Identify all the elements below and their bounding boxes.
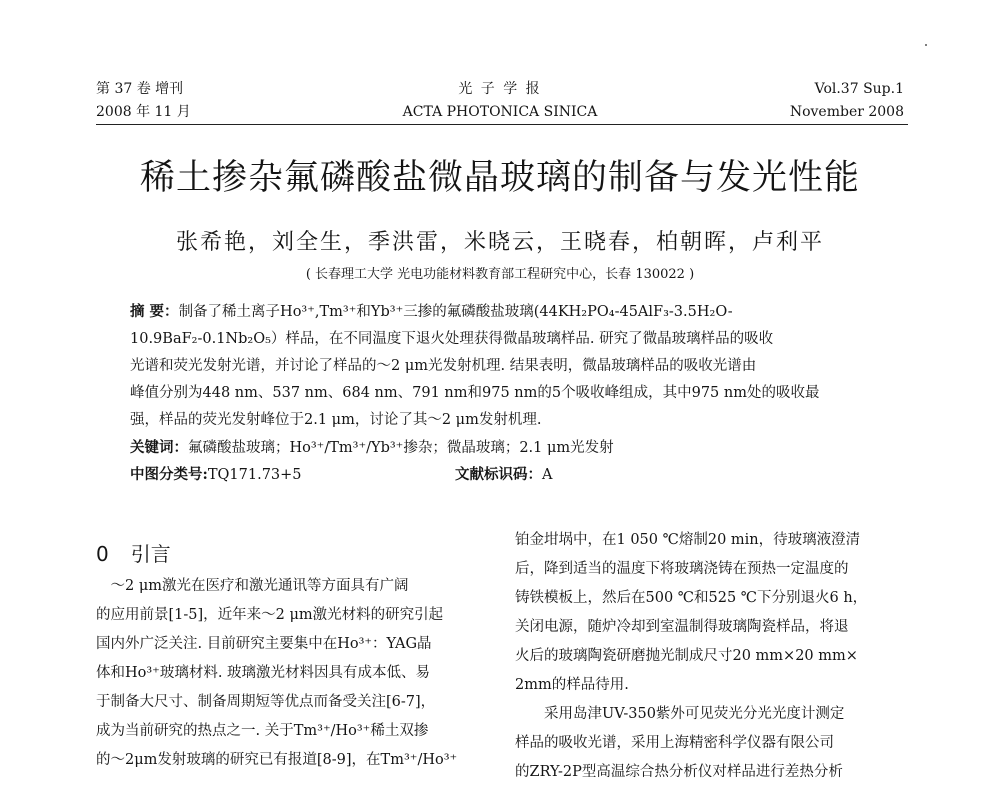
volume-en: Vol.37 Sup.1 (814, 81, 904, 97)
document-code-value: A (542, 467, 553, 483)
abstract-line: 光谱和荧光发射光谱，并讨论了样品的～2 μm光发射机理. 结果表明，微晶玻璃样品的吸收光谱由 (130, 358, 757, 374)
author-list: 张希艳，刘全生，季洪雷，米晓云，王晓春，柏朝晖，卢利平 (175, 230, 824, 255)
body-line: 于制备大尺寸、制备周期短等优点而备受关注[6-7]， (96, 694, 436, 710)
body-line: 国内外广泛关注. 目前研究主要集中在Ho³⁺：YAG晶 (96, 636, 432, 652)
keywords-line (130, 438, 614, 458)
body-line: 成为当前研究的热点之一. 关于Tm³⁺/Ho³⁺稀土双掺 (96, 723, 429, 739)
document-code-label: 文献标识码： (455, 466, 542, 483)
section-title: 引言 (130, 542, 171, 566)
keywords-text: 氟磷酸盐玻璃；Ho³⁺/Tm³⁺/Yb³⁺掺杂；微晶玻璃；2.1 μm光发射 (188, 440, 614, 456)
abstract-line: 强，样品的荧光发射峰位于2.1 μm，讨论了其～2 μm发射机理. (130, 412, 542, 428)
body-line: 的应用前景[1-5]，近年来～2 μm激光材料的研究引起 (96, 607, 444, 623)
affiliation: ( 长春理工大学 光电功能材料教育部工程研究中心，长春 130022 ) (305, 267, 695, 282)
paper-title: 稀土掺杂氟磷酸盐微晶玻璃的制备与发光性能 (139, 158, 860, 198)
body-line: ～2 μm激光在医疗和激光通讯等方面具有广阔 (96, 578, 409, 594)
body-line: 采用岛津UV-350紫外可见荧光分光光度计测定 (515, 706, 845, 722)
classification-line (130, 465, 302, 485)
document-code-line (455, 465, 552, 485)
body-line: 的ZRY-2P型高温综合热分析仪对样品进行差热分析 (515, 764, 843, 780)
abstract-line: 峰值分别为448 nm、537 nm、684 nm、791 nm和975 nm的5个吸收峰组成，其中975 nm处的吸收最 (130, 385, 820, 401)
body-line: 火后的玻璃陶瓷研磨抛光制成尺寸20 mm×20 mm× (515, 648, 858, 664)
classification-label: 中图分类号: (130, 466, 208, 483)
section-heading (96, 538, 171, 567)
body-line: 铂金坩埚中，在1 050 ℃熔制20 min，待玻璃液澄清 (515, 532, 861, 548)
date-en: November 2008 (789, 104, 904, 120)
volume-label: 第 37 卷 增刊 (96, 81, 184, 97)
body-line: 关闭电源，随炉冷却到室温制得玻璃陶瓷样品，将退 (515, 619, 849, 635)
body-line: 的～2μm发射玻璃的研究已有报道[8-9]，在Tm³⁺/Ho³⁺ (96, 752, 458, 768)
issue-date: 2008 年 11 月 (96, 104, 191, 120)
body-line: 2mm的样品待用. (515, 677, 629, 693)
abstract-line: 10.9BaF₂-0.1Nb₂O₅）样品，在不同温度下退火处理获得微晶玻璃样品. 研究了微晶玻璃样品的吸收 (130, 331, 774, 347)
classification-value: TQ171.73+5 (207, 467, 302, 483)
abstract-line (130, 302, 733, 322)
journal-title-cn: 光 子 学 报 (458, 81, 542, 97)
abstract-text: 制备了稀土离子Ho³⁺,Tm³⁺和Yb³⁺三掺的氟磷酸盐玻璃(44KH₂PO₄-45AlF₃-3.5H₂O- (178, 304, 733, 320)
body-line: 铸铁模板上，然后在500 ℃和525 ℃下分别退火6 h， (515, 590, 868, 606)
keywords-label: 关键词： (130, 439, 188, 456)
body-line: 后，降到适当的温度下将玻璃浇铸在预热一定温度的 (515, 561, 849, 577)
header-rule (96, 124, 908, 125)
abstract-label: 摘 要： (130, 303, 179, 320)
section-number: 0 (96, 542, 109, 566)
body-line: 样品的吸收光谱，采用上海精密科学仪器有限公司 (515, 735, 834, 751)
scan-speck (925, 44, 927, 46)
journal-title-en: ACTA PHOTONICA SINICA (402, 104, 598, 120)
body-line: 体和Ho³⁺玻璃材料. 玻璃激光材料因具有成本低、易 (96, 665, 431, 681)
